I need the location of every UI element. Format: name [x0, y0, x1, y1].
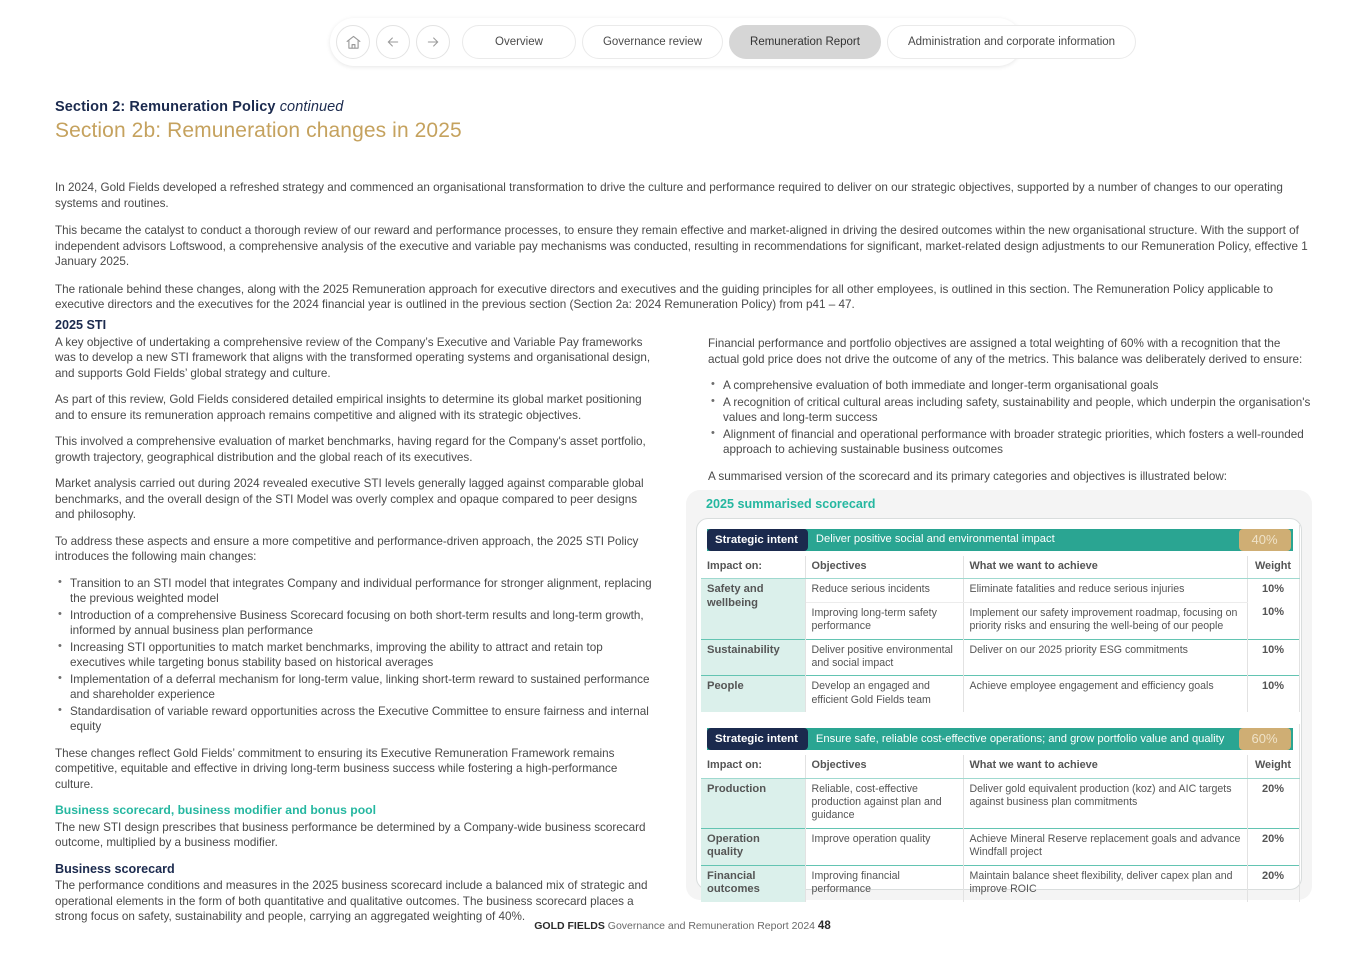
strategic-intent-row — [701, 724, 1299, 755]
weight-cell: 10% — [1247, 579, 1299, 602]
scorecard-table-block-2 — [701, 724, 1300, 901]
left-paragraph-1: A key objective of undertaking a comprehensive review of the Company’s Executive and Variable Pay frameworks was to develop a new STI framework that aligns with the transformed operating systems and organisational design, and supports Gold Fields’ global strategy and culture. — [55, 335, 651, 380]
heading-business-scorecard: Business scorecard — [55, 861, 175, 876]
weight-cell: 10% — [1247, 602, 1299, 639]
section-kicker-main: Section 2: Remuneration Policy — [55, 99, 280, 115]
objective-cell: Improving financial performance — [805, 865, 963, 901]
page-title: Section 2b: Remuneration changes in 2025 — [55, 119, 462, 142]
right-bullet-list — [708, 378, 1312, 458]
intro-paragraph-1: In 2024, Gold Fields developed a refreshed strategy and commenced an organisational transformation to drive the culture and performance required to deliver on our strategic objectives, supported by a number of changes to our operating systems and routines. — [55, 181, 1283, 210]
left-bullet-list — [55, 576, 655, 735]
impact-cell: Production — [701, 778, 805, 828]
arrow-right-icon — [425, 34, 441, 50]
right-paragraph-2: A summarised version of the scorecard and its primary categories and objectives is illustrated below: — [708, 469, 1228, 483]
strategic-intent-label: Strategic intent — [707, 529, 808, 551]
tab-governance-review-label: Governance review — [602, 36, 703, 48]
tab-remuneration-report-label: Remuneration Report — [750, 36, 860, 48]
intro-block — [55, 180, 1311, 325]
objective-cell: Reduce serious incidents — [805, 579, 963, 602]
table-row — [701, 778, 1299, 828]
achieve-cell: Deliver on our 2025 priority ESG commitments — [963, 639, 1247, 676]
impact-cell: Financial outcomes — [701, 865, 805, 901]
scorecard-panel — [686, 490, 1312, 900]
page-footer — [0, 920, 1365, 932]
column-header-objectives: Objectives — [805, 556, 963, 579]
strategic-intent-text: Deliver positive social and environmental impact — [815, 533, 1055, 546]
top-navigation-bar — [330, 18, 1116, 66]
tab-administration-and-corporate-information[interactable] — [887, 25, 1136, 59]
strategic-intent-label: Strategic intent — [707, 728, 808, 750]
back-button[interactable] — [376, 25, 410, 59]
scorecard-header-row — [701, 755, 1299, 778]
list-item: • Increasing STI opportunities to match market benchmarks, improving the ability to attract and retain top executives while targeting bonus stability based on historical averages — [69, 640, 655, 671]
achieve-cell: Deliver gold equivalent production (koz) and AIC targets against business plan commitments — [963, 778, 1247, 828]
left-paragraph-7: The new STI design prescribes that business performance be determined by a Company-wide business scorecard outcome, multiplied by a business modifier. — [55, 820, 646, 849]
heading-business-scorecard-modifier-bonus-pool: Business scorecard, business modifier and bonus pool — [55, 803, 377, 817]
intro-paragraph-3: The rationale behind these changes, along with the 2025 Remuneration approach for executive directors and executives and the guiding principles for all other employees, is outlined in this section. The Remuneration Policy applicable to executive directors and the executives for the 2024 financial year is outlined in the previous section (Section 2a: 2024 Remuneration Policy) from p41 – 47. — [55, 282, 1273, 311]
objective-cell: Improving long-term safety performance — [805, 602, 963, 639]
left-paragraph-6: These changes reflect Gold Fields’ commitment to ensuring its Executive Remuneration Framework remains competitive, equitable and effective in driving long-term business success while fostering a high-performance culture. — [55, 746, 618, 791]
achieve-cell: Achieve employee engagement and efficiency goals — [963, 676, 1247, 712]
impact-cell: People — [701, 676, 805, 712]
column-header-objectives: Objectives — [805, 755, 963, 778]
left-paragraph-4: Market analysis carried out during 2024 revealed executive STI levels generally lagged against comparable global benchmarks, and the overall design of the STI Model was overly complex and opaque compared to peer designs and philosophy. — [55, 477, 644, 521]
strategic-intent-bar — [707, 728, 1293, 750]
achieve-cell: Achieve Mineral Reserve replacement goals and advance Windfall project — [963, 828, 1247, 865]
objective-cell: Develop an engaged and efficient Gold Fields team — [805, 676, 963, 712]
home-button[interactable] — [336, 25, 370, 59]
column-header-weight: Weight — [1247, 755, 1299, 778]
achieve-cell: Maintain balance sheet flexibility, deliver capex plan and improve ROIC — [963, 865, 1247, 901]
table-row — [701, 865, 1299, 901]
section-kicker-continued: continued — [279, 99, 344, 115]
tab-administration-label: Administration and corporate information — [907, 36, 1116, 48]
left-column — [55, 318, 655, 936]
column-header-weight: Weight — [1247, 556, 1299, 579]
tab-overview-label: Overview — [495, 36, 543, 48]
table-row — [701, 579, 1299, 602]
left-paragraph-2: As part of this review, Gold Fields considered detailed empirical insights to determine its global market positioning and to ensure its remuneration approach remains competitive and aligned with its strategic objectives. — [55, 393, 642, 422]
strategic-intent-weight-badge: 60% — [1239, 728, 1291, 750]
left-paragraph-8: The performance conditions and measures in the 2025 business scorecard include a balanced mix of strategic and operational elements in the form of both quantitative and qualitative outcomes. The business scorecard places a strong focus on safety, sustainability and people, carrying an aggregated weighting of 40%. — [55, 879, 648, 923]
impact-cell: Sustainability — [701, 639, 805, 676]
tab-overview[interactable] — [462, 25, 576, 59]
scorecard-table-block-1 — [701, 525, 1300, 712]
arrow-left-icon — [385, 34, 401, 50]
scorecard-header-row — [701, 556, 1299, 579]
strategic-intent-text: Ensure safe, reliable cost-effective operations; and grow portfolio value and quality — [815, 732, 1225, 745]
home-icon — [345, 34, 362, 51]
list-item: • Introduction of a comprehensive Business Scorecard focusing on both short-term results and long-term growth, informed by annual business plan performance — [69, 608, 655, 639]
list-item: • Implementation of a deferral mechanism for long-term value, linking short-term reward to sustained performance and shareholder experience — [69, 672, 655, 703]
footer-text: Governance and Remuneration Report 2024 — [607, 920, 815, 932]
table-row — [701, 828, 1299, 865]
impact-cell: Safety and wellbeing — [701, 579, 805, 639]
left-paragraph-5: To address these aspects and ensure a more competitive and performance-driven approach, the 2025 STI Policy introduces the following main changes: — [55, 534, 639, 563]
heading-2025-sti: 2025 STI — [55, 318, 107, 332]
weight-cell: 20% — [1247, 828, 1299, 865]
objective-cell: Improve operation quality — [805, 828, 963, 865]
weight-cell: 10% — [1247, 676, 1299, 712]
tab-remuneration-report[interactable] — [729, 25, 881, 59]
impact-cell: Operation quality — [701, 828, 805, 865]
table-row — [701, 676, 1299, 712]
table-row — [701, 639, 1299, 676]
footer-page-number: 48 — [817, 920, 831, 932]
list-item: • A recognition of critical cultural areas including safety, sustainability and people, which underpin the organisation's values and long-term success — [722, 395, 1312, 426]
column-header-achieve: What we want to achieve — [963, 556, 1247, 579]
list-item: • Transition to an STI model that integrates Company and individual performance for stronger alignment, replacing the previous weighted model — [69, 576, 655, 607]
list-item: • A comprehensive evaluation of both immediate and longer-term organisational goals — [722, 378, 1312, 394]
objective-cell: Deliver positive environmental and social impact — [805, 639, 963, 676]
column-header-achieve: What we want to achieve — [963, 755, 1247, 778]
achieve-cell: Eliminate fatalities and reduce serious injuries — [963, 579, 1247, 602]
right-column — [708, 336, 1312, 495]
objective-cell: Reliable, cost-effective production against plan and guidance — [805, 778, 963, 828]
scorecard-title: 2025 summarised scorecard — [706, 497, 876, 511]
left-paragraph-3: This involved a comprehensive evaluation of market benchmarks, having regard for the Company's asset portfolio, growth trajectory, geographical distribution and the global reach of its executives. — [55, 435, 646, 464]
weight-cell: 20% — [1247, 778, 1299, 828]
strategic-intent-bar — [707, 529, 1293, 551]
strategic-intent-weight-badge: 40% — [1239, 529, 1291, 551]
list-item: • Standardisation of variable reward opportunities across the Executive Committee to ensure fairness and internal equity — [69, 704, 655, 735]
intro-paragraph-2: This became the catalyst to conduct a thorough review of our reward and performance processes, to ensure they remain effective and market-aligned in driving the desired outcomes within the new organisational structure. With the support of independent advisors Loftswood, a comprehensive analysis of the executive and variable pay mechanisms was conducted, resulting in recommendations for significant, market-related design adjustments to our Remuneration Policy, effective 1 January 2025. — [55, 224, 1308, 268]
tab-governance-review[interactable] — [582, 25, 723, 59]
column-header-impact: Impact on: — [701, 556, 805, 579]
scorecard-inner — [696, 518, 1302, 896]
weight-cell: 10% — [1247, 639, 1299, 676]
section-kicker — [55, 99, 343, 115]
list-item: • Alignment of financial and operational performance with broader strategic priorities, which fosters a well-rounded approach to achieving sustainable business outcomes — [722, 427, 1312, 458]
achieve-cell: Implement our safety improvement roadmap, focusing on priority risks and ensuring the well-being of our people — [963, 602, 1247, 639]
footer-brand: GOLD FIELDS — [534, 920, 605, 932]
right-paragraph-1: Financial performance and portfolio objectives are assigned a total weighting of 60% with a recognition that the actual gold price does not drive the outcome of any of the metrics. This balance was deliberately derived to ensure: — [708, 337, 1303, 366]
strategic-intent-row — [701, 525, 1299, 556]
column-header-impact: Impact on: — [701, 755, 805, 778]
forward-button[interactable] — [416, 25, 450, 59]
weight-cell: 20% — [1247, 865, 1299, 901]
